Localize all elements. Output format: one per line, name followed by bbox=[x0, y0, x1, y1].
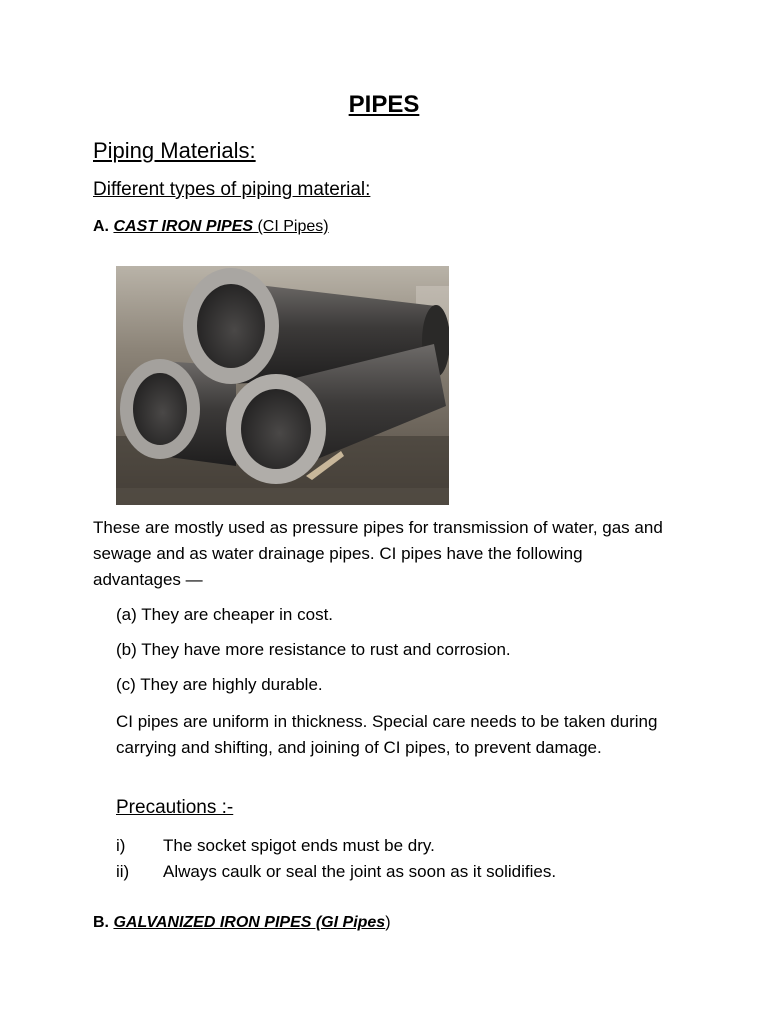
advantage-item: (c) They are highly durable. bbox=[116, 675, 323, 694]
section-subheading: Different types of piping material: bbox=[93, 179, 371, 200]
precaution-item bbox=[116, 836, 435, 856]
section-a-name: CAST IRON PIPES bbox=[113, 218, 254, 235]
section-a-abbr: (CI Pipes) bbox=[253, 218, 329, 235]
precaution-text: Always caulk or seal the joint as soon as it solidifies. bbox=[163, 862, 557, 881]
precaution-item bbox=[116, 862, 556, 882]
advantage-item: (a) They are cheaper in cost. bbox=[116, 605, 334, 624]
intro-paragraph: These are mostly used as pressure pipes for transmission of water, gas and sewage and as water drainage pipes. CI pipes have the following advantages — bbox=[93, 518, 663, 589]
section-b-letter: B. bbox=[93, 914, 109, 931]
cast-iron-pipes-photo bbox=[116, 266, 449, 505]
precautions-heading: Precautions :- bbox=[116, 797, 234, 818]
precaution-number: i) bbox=[116, 836, 126, 855]
precaution-number: ii) bbox=[116, 862, 130, 881]
section-b-title bbox=[93, 914, 391, 932]
advantage-item: (b) They have more resistance to rust and corrosion. bbox=[116, 640, 511, 659]
precaution-text: The socket spigot ends must be dry. bbox=[163, 836, 435, 855]
section-a-letter: A. bbox=[93, 218, 109, 235]
section-b-close: ) bbox=[385, 914, 391, 931]
section-a-title bbox=[93, 218, 329, 236]
page-title: PIPES bbox=[348, 91, 420, 118]
care-paragraph: CI pipes are uniform in thickness. Special care needs to be taken during carrying and shifting, and joining of CI pipes, to prevent damage. bbox=[116, 712, 658, 757]
section-b-name: GALVANIZED IRON PIPES (GI Pipes bbox=[113, 914, 386, 931]
section-heading: Piping Materials: bbox=[93, 138, 256, 163]
